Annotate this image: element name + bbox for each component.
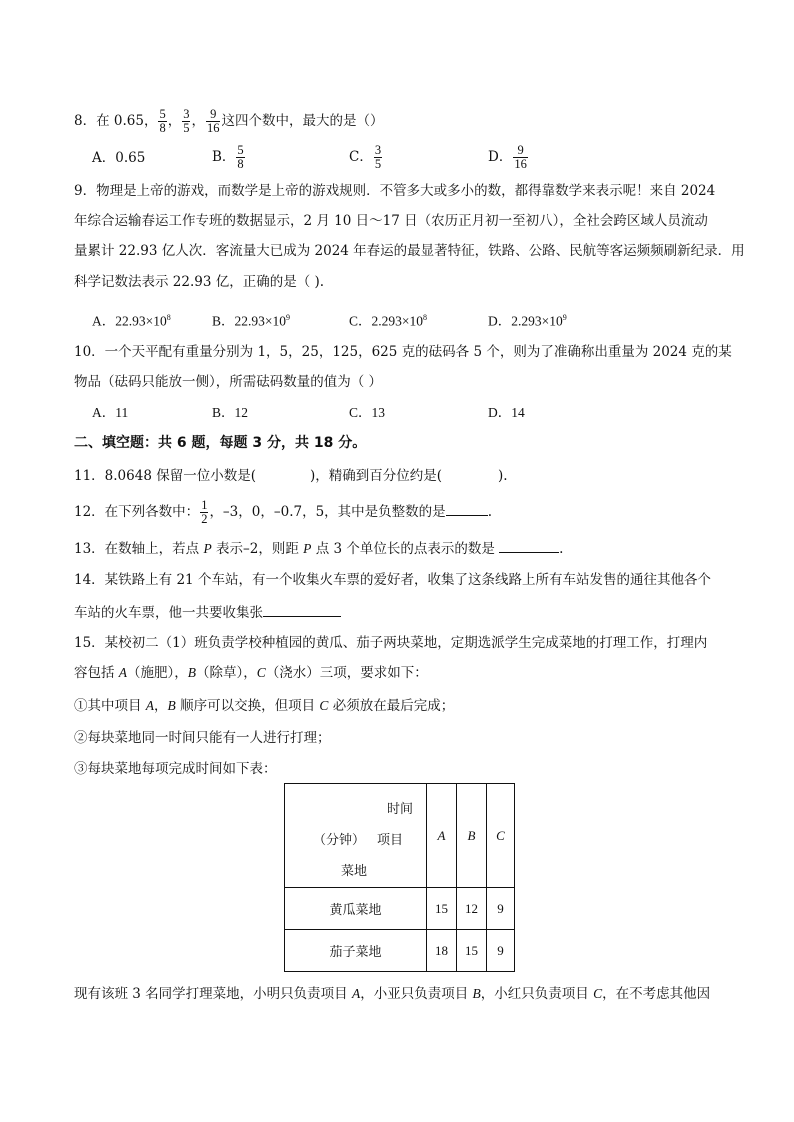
q9-option-d: D．$2.293\times 10^9$ <box>488 313 567 329</box>
q14-line-1: 14．某铁路上有 21 个车站，有一个收集火车票的爱好者，收集了这条线路上所有车站发售的通往其他各个 <box>74 572 711 588</box>
q9-line-4: 科学记数法表示 22.93 亿，正确的是（ ). <box>74 274 325 290</box>
q9-option-c: C．$2.293\times 10^8$ <box>349 313 428 329</box>
q10-option-c: C．13 <box>349 405 386 420</box>
q15-rule-3: ③每块菜地每项完成时间如下表： <box>74 761 277 777</box>
table-col-c: C <box>487 784 515 888</box>
q14-line-2: 车站的火车票，他一共要收集张 <box>74 602 341 623</box>
q12: 12．在下列各数中： $\frac{1}{2}$ ，–3，0，–0.7，5，其中是负整数的是 . <box>74 498 492 526</box>
section-2-title: 二、填空题：共 6 题，每题 3 分，共 18 分。 <box>74 435 367 451</box>
q9-option-b: B．$22.93\times 10^9$ <box>212 313 291 329</box>
q15-line-2: 容包括 A（施肥），B（除草），C（浇水）三项，要求如下： <box>74 665 428 681</box>
q8-frac-1: $\frac{5}{8}$ <box>159 107 166 135</box>
q10-option-a: A．11 <box>92 405 129 420</box>
q8-frac-3: $\frac{9}{16}$ <box>206 107 220 135</box>
q15-time-table <box>284 783 515 972</box>
q8-option-d: D． $\frac{9}{16}$ <box>488 143 527 171</box>
q10-option-d: D．14 <box>488 405 525 420</box>
table-col-b: B <box>457 784 487 888</box>
q8-option-a: A．0.65 <box>92 150 146 166</box>
q15-last-line: 现有该班 3 名同学打理菜地，小明只负责项目 A，小亚只负责项目 B，小红只负责项目 C，在不考虑其他因 <box>74 986 711 1002</box>
q14-answer-blank[interactable] <box>263 602 341 617</box>
q15-line-1: 15．某校初二（1）班负责学校种植园的黄瓜、茄子两块菜地，定期选派学生完成菜地的打理工作，打理内 <box>74 635 708 651</box>
q9-option-a: A．$22.93\times 10^8$ <box>92 313 171 329</box>
q10-option-b: B．12 <box>212 405 249 420</box>
table-col-a: A <box>427 784 457 888</box>
table-header-diagonal: 时间 （分钟） 项目 菜地 <box>285 784 427 888</box>
q8-option-c: C． $\frac{3}{5}$ <box>349 143 382 171</box>
q12-answer-blank[interactable] <box>446 501 488 516</box>
q13: 13．在数轴上，若点 P 表示–2，则距 P 点 3 个单位长的点表示的数是 . <box>74 538 563 559</box>
q15-rule-1: ①其中项目 A，B 顺序可以交换，但项目 C 必须放在最后完成； <box>74 698 455 714</box>
q8-suffix: 这四个数中，最大的是（） <box>221 113 384 129</box>
q8-frac-2: $\frac{3}{5}$ <box>183 107 190 135</box>
table-row: 茄子菜地 18 15 9 <box>285 930 515 972</box>
q15-rule-2: ②每块菜地同一时间只能有一人进行打理； <box>74 730 331 746</box>
q9-line-2: 年综合运输春运工作专班的数据显示，2 月 10 日～17 日（农历正月初一至初八），全社会跨区域人员流动 <box>74 213 708 229</box>
q9-line-3: 量累计 22.93 亿人次．客流量大已成为 2024 年春运的最显著特征，铁路、公路、民航等客运频频刷新纪录．用 <box>74 243 745 259</box>
q8-stem: 8．在 0.65， $\frac{5}{8}$ ， $\frac{3}{5}$ ， $\frac{9}{16}$ 这四个数中，最大的是（） <box>74 107 384 135</box>
q8-option-b: B． $\frac{5}{8}$ <box>212 143 244 171</box>
q13-answer-blank[interactable] <box>499 538 559 553</box>
q12-fraction: $\frac{1}{2}$ <box>201 498 208 526</box>
q10-line-1: 10．一个天平配有重量分别为 1，5，25，125，625 克的砝码各 5 个，则为了准确称出重量为 2024 克的某 <box>74 344 732 360</box>
q8-prefix: 8．在 0.65， <box>74 113 158 129</box>
q9-line-1: 9．物理是上帝的游戏，而数学是上帝的游戏规则．不管多大或多小的数，都得靠数学来表示呢！来自 2024 <box>74 183 716 199</box>
q11: 11．8.0648 保留一位小数是( )，精确到百分位约是( ). <box>74 468 508 484</box>
table-row: 黄瓜菜地 15 12 9 <box>285 888 515 930</box>
q10-line-2: 物品（砝码只能放一侧），所需砝码数量的值为（ ） <box>74 374 383 390</box>
